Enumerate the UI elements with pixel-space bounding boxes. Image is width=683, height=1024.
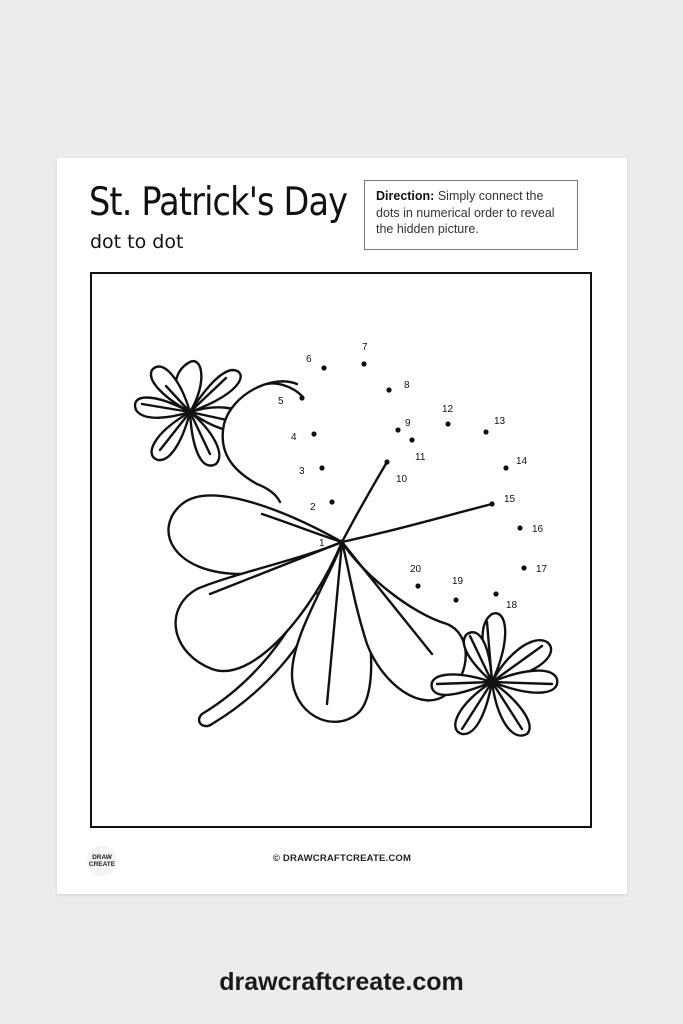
dot-13 bbox=[483, 429, 488, 434]
direction-box bbox=[364, 180, 578, 250]
dot-label-13: 13 bbox=[494, 416, 506, 427]
dot-label-4: 4 bbox=[291, 432, 297, 443]
dot-18 bbox=[493, 591, 498, 596]
dot-label-16: 16 bbox=[532, 524, 544, 535]
dot-5 bbox=[299, 395, 304, 400]
dot-label-17: 17 bbox=[536, 564, 548, 575]
dot-label-1: 1 bbox=[319, 538, 325, 549]
dot-label-10: 10 bbox=[396, 474, 408, 485]
dot-17 bbox=[521, 565, 526, 570]
dot-label-6: 6 bbox=[306, 354, 312, 365]
dot-9 bbox=[395, 427, 400, 432]
dot-15 bbox=[489, 501, 494, 506]
site-url[interactable]: drawcraftcreate.com bbox=[219, 968, 464, 996]
dot-label-15: 15 bbox=[504, 494, 516, 505]
dot-7 bbox=[361, 361, 366, 366]
dot-11 bbox=[409, 437, 414, 442]
dot-16 bbox=[517, 525, 522, 530]
dot-label-18: 18 bbox=[506, 600, 518, 611]
guide-line-10 bbox=[342, 462, 387, 542]
worksheet-title: St. Patrick's Day bbox=[89, 180, 348, 225]
direction-text: Simply connect the dots in numerical order to reveal the hidden picture. bbox=[376, 189, 555, 236]
worksheet-page bbox=[57, 158, 627, 894]
dot-6 bbox=[321, 365, 326, 370]
puzzle-frame bbox=[90, 272, 592, 828]
dot-label-8: 8 bbox=[404, 380, 410, 391]
dot-label-7: 7 bbox=[362, 342, 368, 353]
guide-line-15 bbox=[342, 504, 492, 542]
logo-line-2: CREATE bbox=[88, 861, 116, 868]
curl-leaf bbox=[223, 381, 297, 502]
copyright-text: © DRAWCRAFTCREATE.COM bbox=[272, 853, 412, 864]
dot-label-12: 12 bbox=[442, 404, 454, 415]
dot-19 bbox=[453, 597, 458, 602]
dot-label-5: 5 bbox=[278, 396, 284, 407]
dot-label-19: 19 bbox=[452, 576, 464, 587]
dot-20 bbox=[415, 583, 420, 588]
dot-14 bbox=[503, 465, 508, 470]
dot-1 bbox=[339, 539, 344, 544]
dot-label-9: 9 bbox=[405, 418, 411, 429]
dot-2 bbox=[329, 499, 334, 504]
worksheet-subtitle: dot to dot bbox=[90, 231, 184, 253]
puzzle-drawing bbox=[92, 274, 590, 826]
dot-4 bbox=[311, 431, 316, 436]
dot-12 bbox=[445, 421, 450, 426]
direction-label: Direction: bbox=[376, 189, 435, 203]
dot-label-20: 20 bbox=[410, 564, 422, 575]
dot-3 bbox=[319, 465, 324, 470]
dot-label-11: 11 bbox=[415, 452, 426, 463]
dot-10 bbox=[384, 459, 389, 464]
dot-8 bbox=[386, 387, 391, 392]
dot-label-3: 3 bbox=[299, 466, 305, 477]
dot-label-2: 2 bbox=[310, 502, 316, 513]
dot-label-14: 14 bbox=[516, 456, 528, 467]
logo-line-1: DRAW bbox=[92, 854, 112, 861]
